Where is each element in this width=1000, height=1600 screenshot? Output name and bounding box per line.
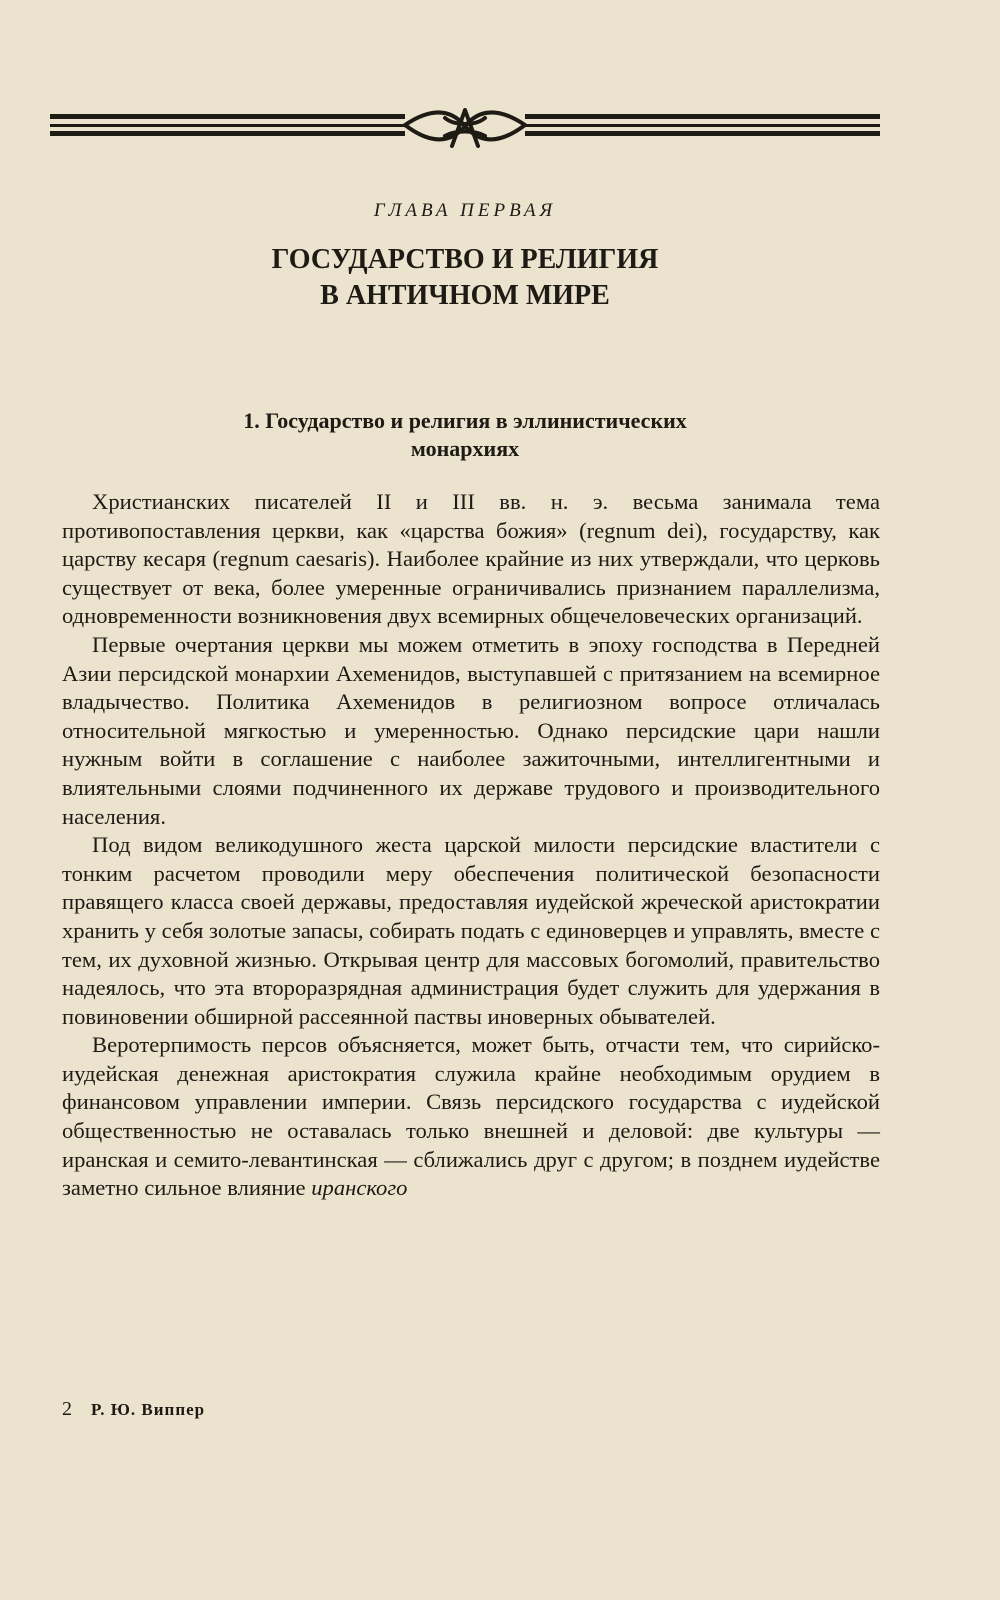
page-signature-number: 2 xyxy=(62,1398,72,1420)
chapter-title xyxy=(0,242,930,314)
chapter-title-line-1: ГОСУДАРСТВО И РЕЛИГИЯ xyxy=(271,244,659,275)
paragraph-text: Веротерпимость персов объясняется, может быть, отчасти тем, что сирийско-иудейская денежная аристократия служила крайне необходимым орудием в финансовом управлении империи. Связь персидского государства с иудейской общественностью не оставалась только внешней и деловой: две культуры — иранская и семито-левантинская — сближались друг с другом; в позднем иудействе заметно сильное влияние xyxy=(62,1032,880,1201)
page-footer xyxy=(62,1398,205,1421)
chapter-label: ГЛАВА ПЕРВАЯ xyxy=(373,200,557,221)
section-heading-line-2: монархиях xyxy=(410,436,520,461)
chapter-header-ornament xyxy=(50,106,880,154)
body-text xyxy=(62,488,880,1203)
italic-word: иранского xyxy=(311,1175,408,1201)
chapter-title-line-2: В АНТИЧНОМ МИРЕ xyxy=(320,280,610,311)
section-heading xyxy=(0,407,930,463)
section-heading-line-1: 1. Государство и религия в эллинистических xyxy=(243,408,687,433)
paragraph: Христианских писателей II и III вв. н. э. весьма занимала тема противопоставления церкви, как «царства божия» (regnum dei), государству, как царству кесаря (regnum caesaris). Наиболее крайние из них утверждали, что церковь существует от века, более умеренные ограничивались признанием параллелизма, одновременности возникновения двух всемирных общечеловеческих организаций. xyxy=(62,489,880,629)
paragraph: Под видом великодушного жеста царской милости персидские властители с тонким расчетом проводили меру обеспечения политической безопасности правящего класса своей державы, предоставляя иудейской жреческой аристократии хранить у себя золотые запасы, собирать подать с единоверцев и управлять, вместе с тем, их духовной жизнью. Открывая центр для массовых богомолий, правительство надеялось, что эта второразрядная администрация будет служить для удержания в повиновении обширной рассеянной паствы иноверных обывателей. xyxy=(62,832,880,1029)
paragraph-last xyxy=(62,1031,880,1203)
author-signature: Р. Ю. Виппер xyxy=(91,1400,206,1419)
paragraph: Первые очертания церкви мы можем отметить в эпоху господства в Передней Азии персидской монархии Ахеменидов, выступавшей с притязанием на всемирное владычество. Политика Ахеменидов в религиозном вопросе отличалась относительной мягкостью и умеренностью. Однако персидские цари нашли нужным войти в соглашение с наиболее зажиточными, интеллигентными и влиятельными слоями подчиненного их державе трудового и производительного населения. xyxy=(62,631,880,829)
